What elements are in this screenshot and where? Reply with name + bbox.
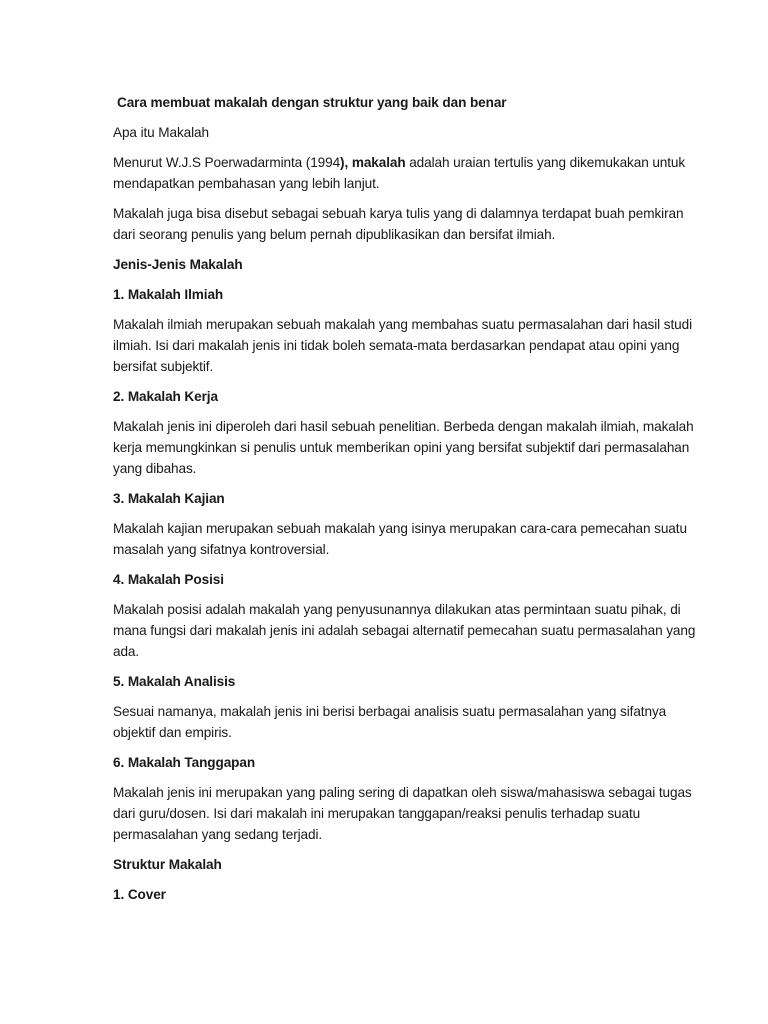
structure-heading: Struktur Makalah — [113, 857, 222, 872]
types-heading: Jenis-Jenis Makalah — [113, 257, 243, 272]
type-heading-kerja: 2. Makalah Kerja — [113, 389, 218, 404]
type-heading-tanggapan: 6. Makalah Tanggapan — [113, 755, 256, 770]
definition-paragraph-2: Makalah juga bisa disebut sebagai sebuah karya tulis yang di dalamnya terdapat buah pemkiran dari seorang penulis yang belum pernah dipublikasikan dan bersifat ilmiah. — [113, 206, 684, 242]
type-body-posisi: Makalah posisi adalah makalah yang penyusunannya dilakukan atas permintaan suatu pihak, di mana fungsi dari makalah jenis ini adalah sebagai alternatif pemecahan suatu permasalahan yang ada. — [113, 602, 696, 659]
type-heading-ilmiah: 1. Makalah Ilmiah — [113, 287, 224, 302]
document-title: Cara membuat makalah dengan struktur yang baik dan benar — [117, 95, 507, 110]
type-heading-kajian: 3. Makalah Kajian — [113, 491, 225, 506]
type-body-kerja: Makalah jenis ini diperoleh dari hasil sebuah penelitian. Berbeda dengan makalah ilmiah, makalah kerja memungkinkan si penulis untuk memberikan opini yang bersifat subjektif dari permasalahan yang dibahas. — [113, 419, 694, 476]
definition-bold: ), makalah — [340, 155, 406, 170]
type-body-tanggapan: Makalah jenis ini merupakan yang paling sering di dapatkan oleh siswa/mahasiswa sebagai tugas dari guru/dosen. Isi dari makalah ini merupakan tanggapan/reaksi penulis terhadap suatu permasalahan yang sedang terjadi. — [113, 785, 692, 842]
intro-heading: Apa itu Makalah — [113, 125, 209, 140]
type-body-kajian: Makalah kajian merupakan sebuah makalah yang isinya merupakan cara-cara pemecahan suatu masalah yang sifatnya kontroversial. — [113, 521, 687, 557]
structure-item-cover: 1. Cover — [113, 887, 166, 902]
type-body-ilmiah: Makalah ilmiah merupakan sebuah makalah yang membahas suatu permasalahan dari hasil studi ilmiah. Isi dari makalah jenis ini tidak boleh semata-mata berdasarkan pendapat atau opini yang bersifat subjektif. — [113, 317, 692, 374]
definition-paragraph — [113, 152, 703, 194]
type-heading-analisis: 5. Makalah Analisis — [113, 674, 236, 689]
definition-prefix: Menurut W.J.S Poerwadarminta (1994 — [113, 155, 341, 170]
document-page — [113, 92, 703, 914]
definition-suffix: adalah uraian tertulis yang dikemukakan untuk mendapatkan pembahasan yang lebih lanjut. — [113, 155, 686, 191]
type-heading-posisi: 4. Makalah Posisi — [113, 572, 224, 587]
type-body-analisis: Sesuai namanya, makalah jenis ini berisi berbagai analisis suatu permasalahan yang sifatnya objektif dan empiris. — [113, 704, 667, 740]
